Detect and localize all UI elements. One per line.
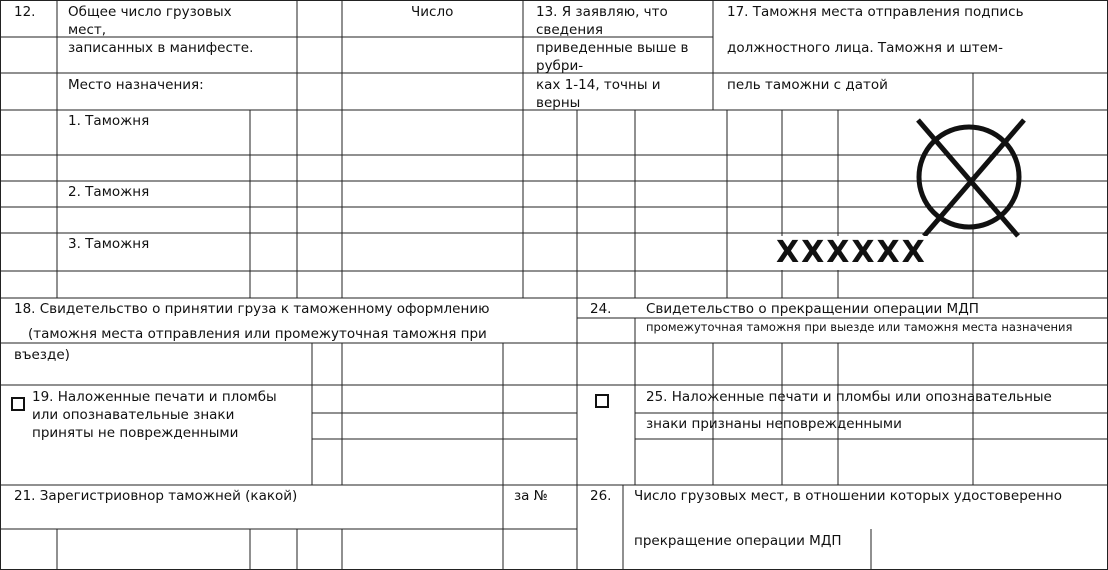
box25-line1: 25. Наложенные печати и пломбы или опознавательные [646, 389, 1052, 405]
box18-subtitle: (таможня места отправления или промежуточная таможня при [28, 326, 487, 342]
box17-line1: 17. Таможня места отправления подпись [727, 4, 1024, 20]
box19-line1: 19. Наложенные печати и пломбы [32, 389, 277, 405]
box19-line3: приняты не поврежденными [32, 425, 239, 441]
box21-label: 21. Зарегистриовнор таможней (какой) [14, 488, 298, 504]
box17-line3: пель таможни с датой [727, 77, 888, 93]
customs-3-label: 3. Таможня [68, 236, 150, 252]
box25-checkbox[interactable] [595, 394, 609, 408]
box18-subtitle-end: въезде) [14, 347, 70, 363]
box19-checkbox[interactable] [11, 397, 25, 411]
box26-line2: прекращение операции МДП [634, 533, 842, 549]
number-column-label: Число [411, 4, 454, 20]
box19-line2: или опознавательные знаки [32, 407, 235, 423]
stamp-text: XXXXXX [776, 235, 927, 270]
destination-label: Место назначения: [68, 77, 204, 93]
customs-2-label: 2. Таможня [68, 184, 150, 200]
box13-line2: приведенные выше в рубри- [536, 40, 689, 74]
box26-line1: Число грузовых мест, в отношении которых удостоверенно [634, 488, 1062, 504]
box18-title: 18. Свидетельство о принятии груза к таможенному оформлению [14, 301, 490, 317]
box13-line3: ках 1-14, точны и верны [536, 77, 661, 111]
customs-1-label: 1. Таможня [68, 113, 150, 129]
crossed-circle-stamp-icon [908, 112, 1034, 244]
box24-subtitle: промежуточная таможня при выезде или таможня места назначения [646, 320, 1073, 334]
box21-number-label: за № [514, 488, 548, 504]
box12-subtitle: записанных в манифесте. [68, 40, 254, 56]
box13-line1: 13. Я заявляю, что сведения [536, 4, 668, 38]
box25-line2: знаки признаны неповрежденными [646, 416, 902, 432]
box12-title: Общее число грузовых мест, [68, 4, 232, 38]
box12-number: 12. [14, 4, 36, 20]
box26-number: 26. [590, 488, 612, 504]
box17-line2: должностного лица. Таможня и штем- [727, 40, 1003, 56]
box24-title: Свидетельство о прекращении операции МДП [646, 301, 979, 317]
box24-number: 24. [590, 301, 612, 317]
